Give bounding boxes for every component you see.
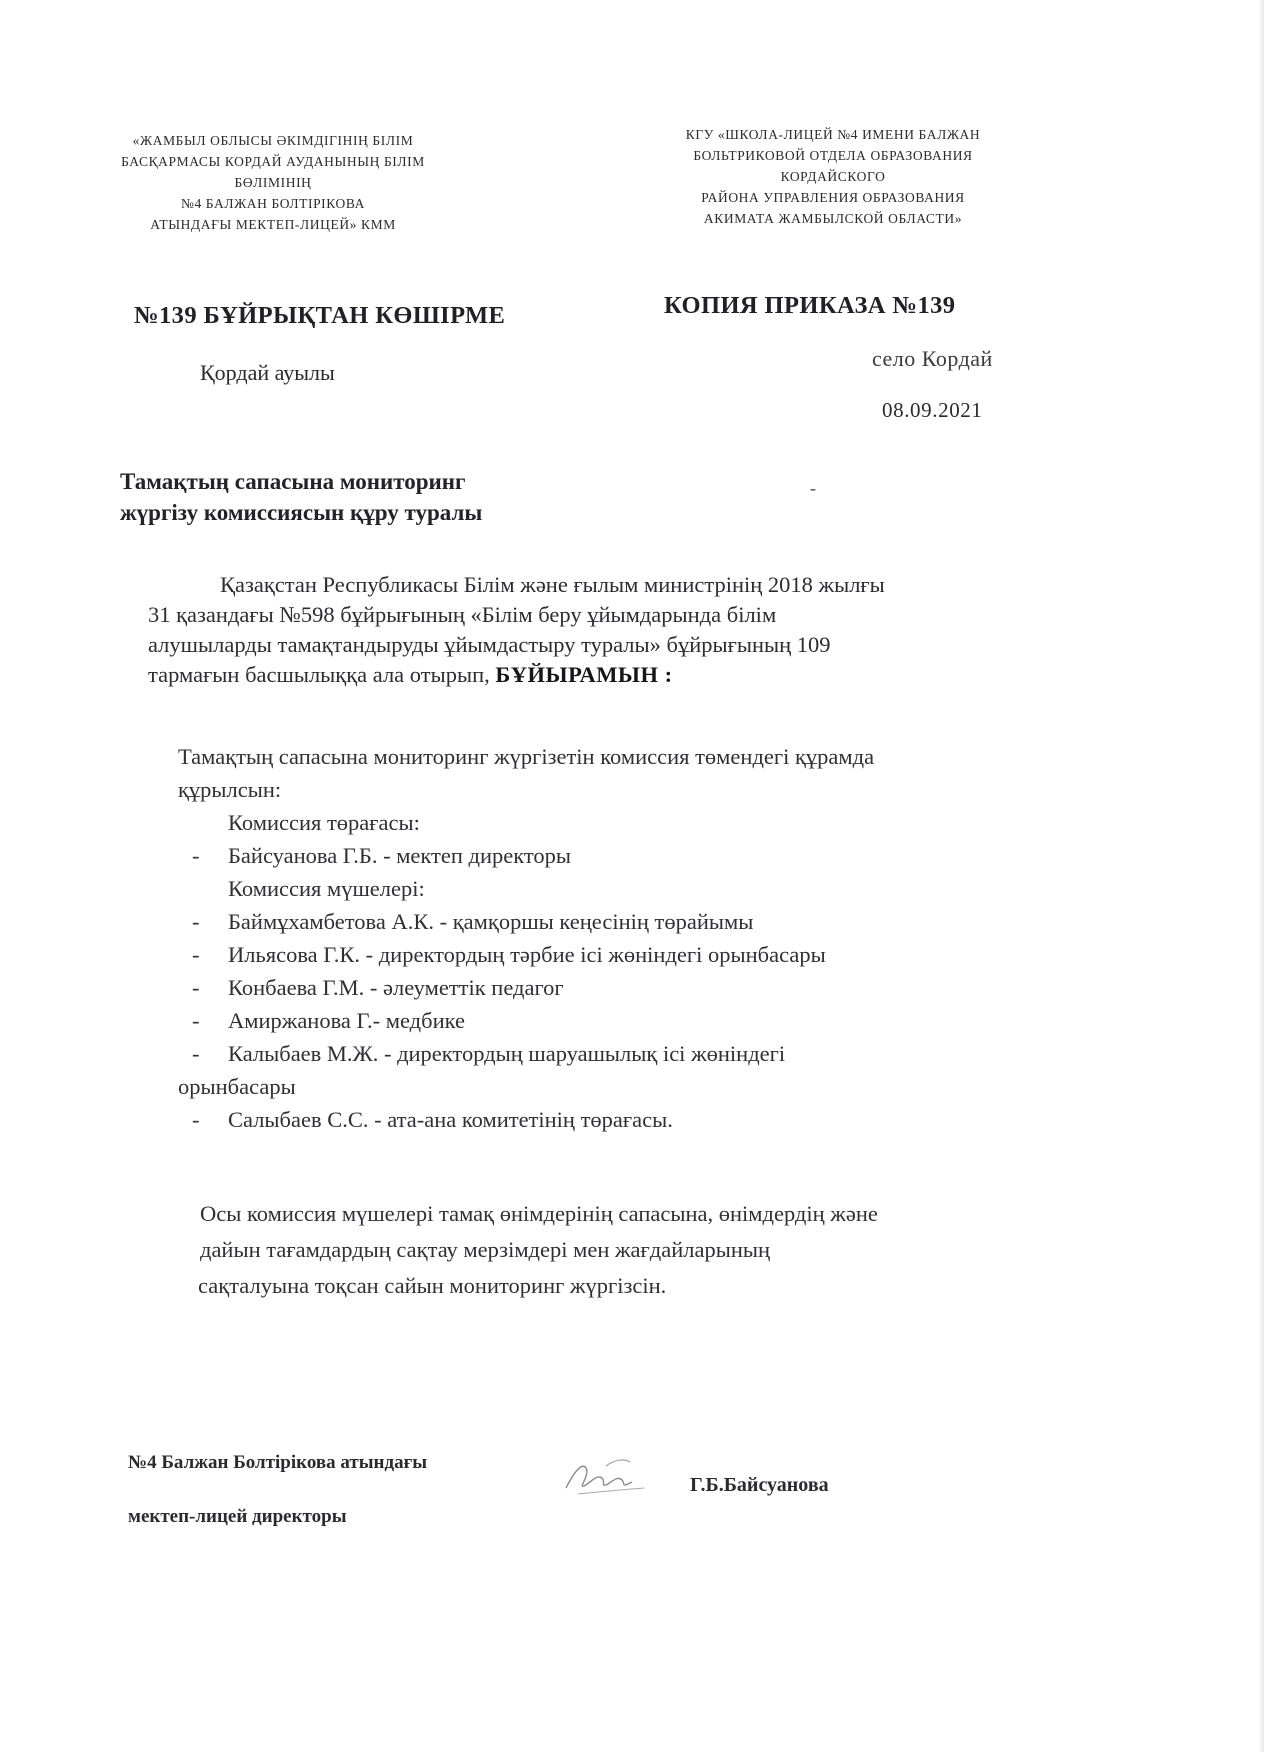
member-continuation: орынбасары xyxy=(178,1074,296,1099)
place-ru: село Кордай xyxy=(872,346,993,371)
list-dash: - xyxy=(192,1008,200,1033)
header-left-line: №4 БАЛЖАН БОЛТІРІКОВА xyxy=(180,196,365,211)
list-dash: - xyxy=(192,1041,200,1066)
members-heading: Комиссия мүшелері: xyxy=(228,876,425,901)
intro-line-last xyxy=(148,660,1088,690)
order-title-kz: №139 БҰЙРЫҚТАН КӨШІРМЕ xyxy=(134,302,506,329)
closing-line: Осы комиссия мүшелері тамақ өнімдерінің сапасына, өнімдердің және xyxy=(200,1201,878,1226)
position-line: №4 Балжан Болтірікова атындағы xyxy=(128,1452,428,1473)
subject-line: жүргізу комиссиясын құру туралы xyxy=(120,500,483,525)
chair-text: Байсуанова Г.Б. - мектеп директоры xyxy=(228,843,572,868)
member-text: Ильясова Г.К. - директордың тәрбие ісі жөніндегі орынбасары xyxy=(228,942,826,967)
chair-heading: Комиссия төрағасы: xyxy=(228,810,420,835)
composition-line: құрылсын: xyxy=(178,777,282,802)
member-text: Калыбаев М.Ж. - директордың шаруашылық ісі жөніндегі xyxy=(228,1041,786,1066)
member-item xyxy=(178,1004,1118,1037)
member-item xyxy=(178,971,1118,1004)
handwritten-signature xyxy=(548,1448,658,1508)
order-date: 08.09.2021 xyxy=(882,398,983,422)
list-dash: - xyxy=(192,942,200,967)
header-right-line: КОРДАЙСКОГО xyxy=(780,169,886,184)
list-dash: - xyxy=(192,975,200,1000)
member-item xyxy=(178,1103,1118,1136)
header-left-line: БӨЛІМІНІҢ xyxy=(234,175,312,190)
intro-line: тармағын басшылыққа ала отырып, xyxy=(148,662,490,687)
header-right-line: БОЛЬТРИКОВОЙ ОТДЕЛА ОБРАЗОВАНИЯ xyxy=(693,148,973,163)
header-left-line: АТЫНДАҒЫ МЕКТЕП-ЛИЦЕЙ» КММ xyxy=(150,217,396,232)
header-left-line: «ЖАМБЫЛ ОБЛЫСЫ ӘКІМДІГІНІҢ БІЛІМ xyxy=(132,133,414,148)
header-left-kz xyxy=(58,130,488,235)
header-right-line: КГУ «ШКОЛА-ЛИЦЕЙ №4 ИМЕНИ БАЛЖАН xyxy=(685,127,981,142)
list-dash: - xyxy=(192,909,200,934)
intro-line: 31 қазандағы №598 бұйрығының «Білім беру ұйымдарында білім xyxy=(148,602,777,627)
position-line: мектеп-лицей директоры xyxy=(128,1506,347,1527)
member-text: Конбаева Г.М. - әлеуметтік педагог xyxy=(228,975,564,1000)
subject-line: Тамақтың сапасына мониторинг xyxy=(120,469,466,494)
chair-item xyxy=(178,839,1118,872)
page-edge-shadow xyxy=(1258,0,1264,1752)
closing-line: сақталуына тоқсан сайын мониторинг жүргізсін. xyxy=(198,1273,667,1298)
member-text: Баймұхамбетова А.К. - қамқоршы кеңесінің төрайымы xyxy=(228,909,754,934)
stray-dash-mark: - xyxy=(810,478,816,498)
member-item xyxy=(178,905,1118,938)
intro-line: Қазақстан Республикасы Білім және ғылым министрінің 2018 жылғы xyxy=(220,572,885,597)
list-dash: - xyxy=(192,1107,200,1132)
composition-line: Тамақтың сапасына мониторинг жүргізетін комиссия төмендегі құрамда xyxy=(178,744,875,769)
header-left-line: БАСҚАРМАСЫ КОРДАЙ АУДАНЫНЫҢ БІЛІМ xyxy=(121,154,425,169)
place-kz: Қордай ауылы xyxy=(200,360,335,385)
closing-paragraph xyxy=(200,1196,878,1304)
header-right-line: РАЙОНА УПРАВЛЕНИЯ ОБРАЗОВАНИЯ xyxy=(701,190,965,205)
member-item xyxy=(178,938,1118,971)
intro-line: алушыларды тамақтандыруды ұйымдастыру туралы» бұйрығының 109 xyxy=(148,632,831,657)
member-item xyxy=(178,1037,1118,1070)
closing-line: дайын тағамдардың сақтау мерзімдері мен жағдайларының xyxy=(200,1237,771,1262)
signatory-name: Г.Б.Байсуанова xyxy=(690,1474,829,1496)
order-subject xyxy=(120,466,482,528)
intro-paragraph xyxy=(148,570,1088,690)
commission-composition xyxy=(178,740,1118,1136)
header-right-line: АКИМАТА ЖАМБЫЛСКОЙ ОБЛАСТИ» xyxy=(703,211,963,226)
signatory-position xyxy=(128,1436,427,1544)
member-text: Салыбаев С.С. - ата-ана комитетінің төрағасы. xyxy=(228,1107,673,1132)
member-text: Амиржанова Г.- медбике xyxy=(228,1008,465,1033)
list-dash: - xyxy=(192,843,200,868)
order-word: БҰЙЫРАМЫН : xyxy=(495,662,673,687)
header-right-ru xyxy=(618,124,1048,229)
order-title-ru: КОПИЯ ПРИКАЗА №139 xyxy=(664,292,956,319)
